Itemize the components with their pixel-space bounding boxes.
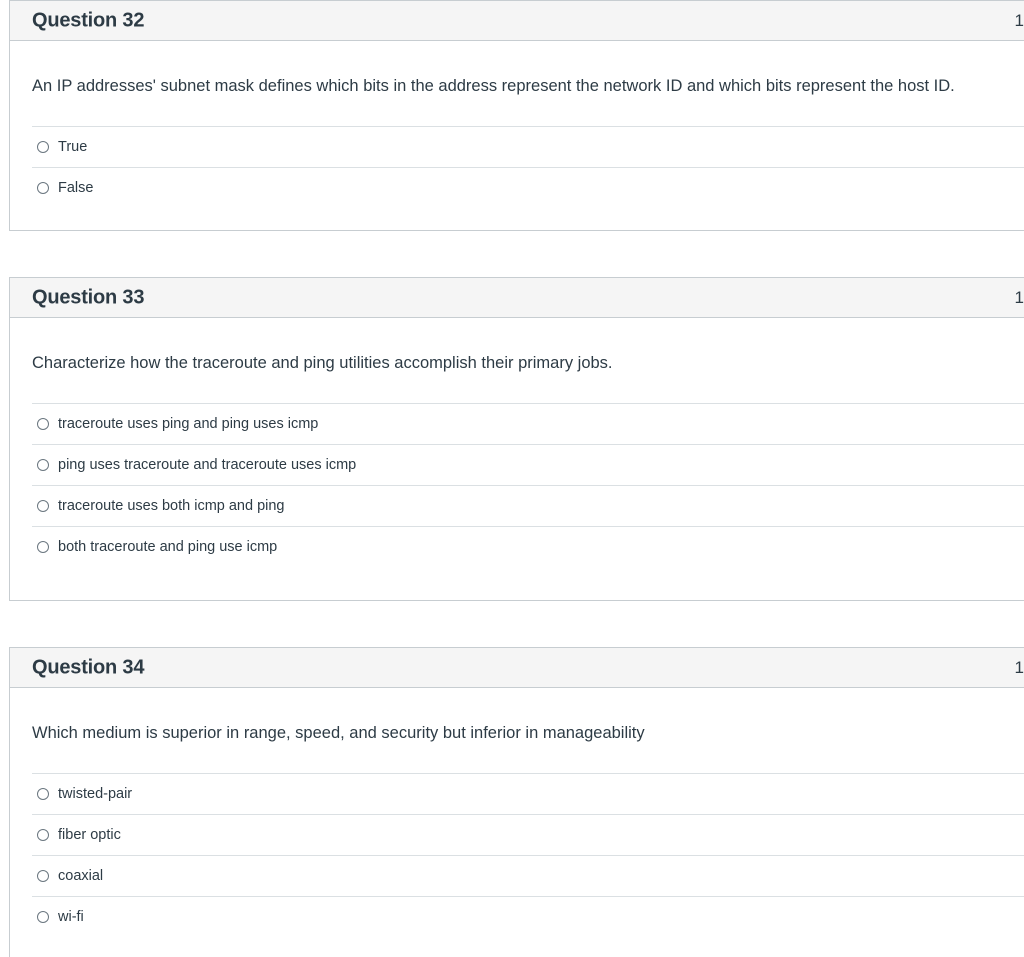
answer-option[interactable] bbox=[32, 896, 1024, 937]
answer-option[interactable] bbox=[32, 814, 1024, 855]
question-32 bbox=[9, 0, 1024, 231]
question-header bbox=[10, 278, 1024, 318]
answer-label: coaxial bbox=[58, 868, 104, 884]
radio-button-icon[interactable] bbox=[37, 541, 49, 553]
quiz-questions bbox=[9, 0, 1024, 957]
answer-label: wi-fi bbox=[58, 909, 84, 925]
radio-button-icon[interactable] bbox=[37, 788, 49, 800]
answer-option[interactable] bbox=[32, 773, 1024, 814]
radio-button-icon[interactable] bbox=[37, 418, 49, 430]
radio-button-icon[interactable] bbox=[37, 911, 49, 923]
answer-list bbox=[32, 773, 1024, 937]
question-points: 1 bbox=[1014, 287, 1024, 307]
answer-label: traceroute uses ping and ping uses icmp bbox=[58, 416, 319, 432]
question-text: Which medium is superior in range, speed, and security but inferior in manageability bbox=[32, 724, 645, 742]
question-title: Question 32 bbox=[32, 9, 145, 31]
answer-label: ping uses traceroute and traceroute uses icmp bbox=[58, 457, 357, 473]
question-header bbox=[10, 1, 1024, 41]
answer-option[interactable] bbox=[32, 403, 1024, 444]
question-title: Question 33 bbox=[32, 286, 145, 308]
question-text: An IP addresses' subnet mask defines which bits in the address represent the network ID and which bits represent the host ID. bbox=[32, 77, 955, 95]
question-33 bbox=[9, 277, 1024, 601]
answer-label: fiber optic bbox=[58, 827, 121, 843]
question-text: Characterize how the traceroute and ping utilities accomplish their primary jobs. bbox=[32, 354, 613, 372]
answer-label: True bbox=[58, 139, 88, 155]
question-header bbox=[10, 648, 1024, 688]
answer-option[interactable] bbox=[32, 444, 1024, 485]
question-body bbox=[10, 688, 1024, 955]
radio-button-icon[interactable] bbox=[37, 870, 49, 882]
question-title: Question 34 bbox=[32, 656, 145, 678]
question-body bbox=[10, 318, 1024, 585]
answer-option[interactable] bbox=[32, 526, 1024, 567]
answer-list bbox=[32, 403, 1024, 567]
answer-option[interactable] bbox=[32, 855, 1024, 896]
radio-button-icon[interactable] bbox=[37, 500, 49, 512]
question-points: 1 bbox=[1014, 657, 1024, 677]
answer-label: twisted-pair bbox=[58, 786, 133, 802]
answer-label: both traceroute and ping use icmp bbox=[58, 539, 278, 555]
radio-button-icon[interactable] bbox=[37, 829, 49, 841]
answer-option-false[interactable] bbox=[32, 167, 1024, 208]
question-34 bbox=[9, 647, 1024, 957]
answer-label: False bbox=[58, 180, 94, 196]
radio-button-icon[interactable] bbox=[37, 182, 49, 194]
answer-list bbox=[32, 126, 1024, 208]
radio-button-icon[interactable] bbox=[37, 141, 49, 153]
radio-button-icon[interactable] bbox=[37, 459, 49, 471]
question-body bbox=[10, 41, 1024, 226]
answer-option-true[interactable] bbox=[32, 126, 1024, 167]
answer-option[interactable] bbox=[32, 485, 1024, 526]
answer-label: traceroute uses both icmp and ping bbox=[58, 498, 285, 514]
question-points: 1 bbox=[1014, 10, 1024, 30]
